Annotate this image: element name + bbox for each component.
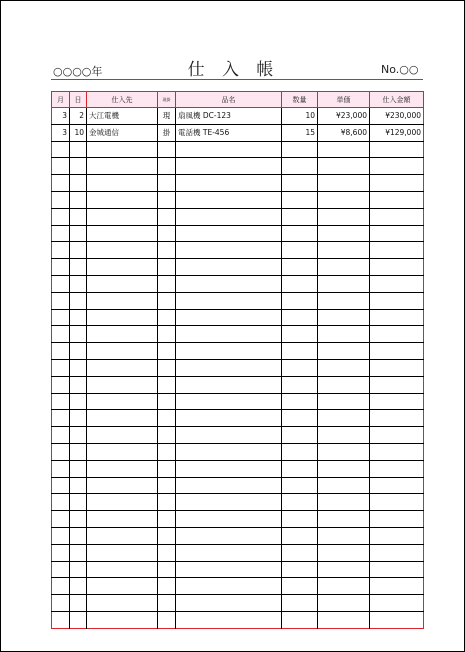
cell-quantity[interactable]: [282, 242, 318, 259]
empty-table-row: [52, 477, 424, 494]
cell-amount[interactable]: [370, 275, 424, 292]
cell-quantity[interactable]: [282, 443, 318, 460]
cell-supplier[interactable]: [87, 275, 158, 292]
cell-month[interactable]: [52, 259, 70, 276]
cell-supplier[interactable]: [87, 443, 158, 460]
cell-type[interactable]: [158, 208, 176, 225]
cell-unit-price[interactable]: ¥8,600: [318, 124, 370, 141]
cell-day[interactable]: [70, 141, 87, 158]
cell-type[interactable]: [158, 494, 176, 511]
cell-unit-price[interactable]: [318, 527, 370, 544]
cell-item[interactable]: [176, 242, 282, 259]
cell-unit-price[interactable]: [318, 443, 370, 460]
cell-type[interactable]: [158, 275, 176, 292]
cell-amount[interactable]: [370, 292, 424, 309]
cell-month[interactable]: [52, 242, 70, 259]
empty-table-row: [52, 141, 424, 158]
cell-supplier[interactable]: [87, 393, 158, 410]
table-header-row: [52, 92, 424, 108]
cell-supplier[interactable]: 金城通信: [87, 124, 158, 141]
cell-type[interactable]: [158, 561, 176, 578]
cell-item[interactable]: [176, 343, 282, 360]
cell-quantity[interactable]: [282, 175, 318, 192]
cell-day[interactable]: [70, 511, 87, 528]
cell-day[interactable]: [70, 544, 87, 561]
cell-item[interactable]: [176, 259, 282, 276]
cell-quantity[interactable]: [282, 225, 318, 242]
cell-supplier[interactable]: [87, 309, 158, 326]
cell-unit-price[interactable]: [318, 191, 370, 208]
cell-item[interactable]: [176, 208, 282, 225]
cell-type[interactable]: [158, 175, 176, 192]
cell-item[interactable]: [176, 595, 282, 612]
empty-table-row: [52, 427, 424, 444]
cell-unit-price[interactable]: [318, 393, 370, 410]
cell-month[interactable]: [52, 326, 70, 343]
cell-type[interactable]: [158, 544, 176, 561]
empty-table-row: [52, 343, 424, 360]
cell-type[interactable]: [158, 527, 176, 544]
cell-unit-price[interactable]: [318, 511, 370, 528]
empty-table-row: [52, 158, 424, 175]
cell-quantity[interactable]: [282, 393, 318, 410]
cell-unit-price[interactable]: [318, 477, 370, 494]
cell-type[interactable]: [158, 225, 176, 242]
page-title: 仕 入 帳: [187, 60, 280, 80]
cell-amount[interactable]: [370, 443, 424, 460]
empty-table-row: [52, 443, 424, 460]
cell-supplier[interactable]: [87, 175, 158, 192]
cell-item[interactable]: [176, 376, 282, 393]
cell-amount[interactable]: [370, 242, 424, 259]
cell-amount[interactable]: [370, 191, 424, 208]
cell-type[interactable]: [158, 191, 176, 208]
empty-table-row: [52, 393, 424, 410]
cell-quantity[interactable]: [282, 544, 318, 561]
cell-amount[interactable]: [370, 208, 424, 225]
cell-amount[interactable]: [370, 175, 424, 192]
cell-amount[interactable]: [370, 309, 424, 326]
cell-month[interactable]: [52, 578, 70, 595]
empty-table-row: [52, 511, 424, 528]
cell-day[interactable]: [70, 494, 87, 511]
cell-day[interactable]: [70, 326, 87, 343]
cell-amount[interactable]: [370, 225, 424, 242]
cell-quantity[interactable]: [282, 494, 318, 511]
cell-month[interactable]: [52, 158, 70, 175]
cell-type[interactable]: [158, 359, 176, 376]
empty-table-row: [52, 259, 424, 276]
cell-day[interactable]: [70, 275, 87, 292]
cell-month[interactable]: [52, 611, 70, 628]
cell-amount[interactable]: [370, 477, 424, 494]
empty-table-row: [52, 561, 424, 578]
cell-unit-price[interactable]: [318, 309, 370, 326]
empty-table-row: [52, 175, 424, 192]
cell-day[interactable]: [70, 443, 87, 460]
cell-quantity[interactable]: [282, 561, 318, 578]
cell-day[interactable]: [70, 427, 87, 444]
cell-amount[interactable]: [370, 427, 424, 444]
cell-unit-price[interactable]: [318, 242, 370, 259]
cell-item[interactable]: [176, 460, 282, 477]
cell-item[interactable]: [176, 326, 282, 343]
cell-supplier[interactable]: [87, 477, 158, 494]
cell-supplier[interactable]: 大江電機: [87, 108, 158, 125]
cell-supplier[interactable]: [87, 326, 158, 343]
purchase-ledger-table: [51, 91, 424, 629]
cell-day[interactable]: [70, 393, 87, 410]
cell-amount[interactable]: [370, 527, 424, 544]
cell-unit-price[interactable]: [318, 259, 370, 276]
cell-item[interactable]: [176, 611, 282, 628]
cell-item[interactable]: [176, 561, 282, 578]
col-header-quantity: 数量: [282, 92, 318, 108]
cell-day[interactable]: [70, 292, 87, 309]
cell-unit-price[interactable]: ¥23,000: [318, 108, 370, 125]
cell-amount[interactable]: [370, 511, 424, 528]
cell-month[interactable]: [52, 275, 70, 292]
cell-amount[interactable]: [370, 595, 424, 612]
cell-day[interactable]: [70, 527, 87, 544]
cell-unit-price[interactable]: [318, 208, 370, 225]
cell-quantity[interactable]: [282, 611, 318, 628]
empty-table-row: [52, 595, 424, 612]
cell-supplier[interactable]: [87, 611, 158, 628]
cell-quantity[interactable]: [282, 158, 318, 175]
cell-type[interactable]: [158, 578, 176, 595]
cell-quantity[interactable]: [282, 191, 318, 208]
cell-month[interactable]: [52, 292, 70, 309]
cell-month[interactable]: [52, 544, 70, 561]
cell-unit-price[interactable]: [318, 611, 370, 628]
cell-supplier[interactable]: [87, 242, 158, 259]
cell-type[interactable]: [158, 309, 176, 326]
cell-quantity[interactable]: 15: [282, 124, 318, 141]
cell-type[interactable]: [158, 292, 176, 309]
cell-item[interactable]: [176, 527, 282, 544]
cell-item[interactable]: [176, 309, 282, 326]
cell-supplier[interactable]: [87, 511, 158, 528]
cell-type[interactable]: [158, 611, 176, 628]
cell-quantity[interactable]: [282, 477, 318, 494]
empty-table-row: [52, 292, 424, 309]
empty-table-row: [52, 225, 424, 242]
cell-amount[interactable]: [370, 141, 424, 158]
cell-item[interactable]: [176, 158, 282, 175]
cell-amount[interactable]: [370, 359, 424, 376]
col-header-item: 品名: [176, 92, 282, 108]
cell-month[interactable]: 3: [52, 108, 70, 125]
cell-month[interactable]: [52, 393, 70, 410]
cell-type[interactable]: [158, 477, 176, 494]
empty-table-row: [52, 309, 424, 326]
cell-month[interactable]: [52, 427, 70, 444]
cell-amount[interactable]: [370, 544, 424, 561]
empty-table-row: [52, 242, 424, 259]
cell-supplier[interactable]: [87, 343, 158, 360]
cell-type[interactable]: [158, 511, 176, 528]
cell-supplier[interactable]: [87, 359, 158, 376]
cell-quantity[interactable]: [282, 141, 318, 158]
cell-unit-price[interactable]: [318, 158, 370, 175]
cell-quantity[interactable]: [282, 376, 318, 393]
empty-table-row: [52, 359, 424, 376]
cell-item[interactable]: [176, 275, 282, 292]
cell-unit-price[interactable]: [318, 275, 370, 292]
cell-type[interactable]: [158, 376, 176, 393]
empty-table-row: [52, 275, 424, 292]
cell-day[interactable]: [70, 460, 87, 477]
cell-day[interactable]: 2: [70, 108, 87, 125]
cell-quantity[interactable]: [282, 326, 318, 343]
cell-item[interactable]: [176, 427, 282, 444]
cell-amount[interactable]: [370, 494, 424, 511]
title-underline: [51, 79, 423, 80]
col-header-month: 月: [52, 92, 70, 108]
cell-supplier[interactable]: [87, 494, 158, 511]
empty-table-row: [52, 494, 424, 511]
empty-table-row: [52, 611, 424, 628]
cell-unit-price[interactable]: [318, 578, 370, 595]
cell-type[interactable]: [158, 259, 176, 276]
cell-day[interactable]: [70, 158, 87, 175]
cell-day[interactable]: [70, 595, 87, 612]
cell-item[interactable]: [176, 511, 282, 528]
cell-month[interactable]: [52, 443, 70, 460]
cell-month[interactable]: [52, 225, 70, 242]
cell-item[interactable]: [176, 191, 282, 208]
cell-type[interactable]: [158, 242, 176, 259]
cell-day[interactable]: [70, 242, 87, 259]
cell-supplier[interactable]: [87, 561, 158, 578]
cell-amount[interactable]: [370, 343, 424, 360]
col-header-day: 日: [70, 92, 87, 108]
cell-day[interactable]: [70, 410, 87, 427]
cell-month[interactable]: [52, 141, 70, 158]
cell-month[interactable]: 3: [52, 124, 70, 141]
cell-month[interactable]: [52, 477, 70, 494]
cell-item[interactable]: [176, 544, 282, 561]
empty-table-row: [52, 410, 424, 427]
empty-table-row: [52, 326, 424, 343]
cell-item[interactable]: 扇風機 DC-123: [176, 108, 282, 125]
cell-unit-price[interactable]: [318, 175, 370, 192]
cell-item[interactable]: [176, 225, 282, 242]
cell-quantity[interactable]: [282, 343, 318, 360]
col-header-amount: 仕入金額: [370, 92, 424, 108]
cell-amount[interactable]: [370, 561, 424, 578]
empty-table-row: [52, 544, 424, 561]
cell-type[interactable]: [158, 158, 176, 175]
cell-day[interactable]: [70, 376, 87, 393]
cell-unit-price[interactable]: [318, 460, 370, 477]
cell-amount[interactable]: [370, 158, 424, 175]
document-number: No.○○: [381, 63, 419, 76]
cell-unit-price[interactable]: [318, 561, 370, 578]
empty-table-row: [52, 578, 424, 595]
cell-item[interactable]: [176, 393, 282, 410]
cell-type[interactable]: [158, 443, 176, 460]
cell-day[interactable]: [70, 208, 87, 225]
cell-item[interactable]: [176, 410, 282, 427]
cell-item[interactable]: [176, 443, 282, 460]
cell-day[interactable]: [70, 578, 87, 595]
cell-amount[interactable]: [370, 578, 424, 595]
cell-unit-price[interactable]: [318, 427, 370, 444]
cell-month[interactable]: [52, 359, 70, 376]
cell-quantity[interactable]: [282, 595, 318, 612]
cell-day[interactable]: [70, 359, 87, 376]
cell-quantity[interactable]: 10: [282, 108, 318, 125]
cell-unit-price[interactable]: [318, 141, 370, 158]
cell-amount[interactable]: [370, 393, 424, 410]
cell-amount[interactable]: [370, 376, 424, 393]
cell-month[interactable]: [52, 175, 70, 192]
cell-month[interactable]: [52, 494, 70, 511]
cell-supplier[interactable]: [87, 158, 158, 175]
cell-quantity[interactable]: [282, 309, 318, 326]
cell-unit-price[interactable]: [318, 544, 370, 561]
cell-supplier[interactable]: [87, 259, 158, 276]
cell-supplier[interactable]: [87, 292, 158, 309]
cell-supplier[interactable]: [87, 410, 158, 427]
cell-day[interactable]: 10: [70, 124, 87, 141]
cell-month[interactable]: [52, 460, 70, 477]
cell-supplier[interactable]: [87, 427, 158, 444]
cell-month[interactable]: [52, 511, 70, 528]
empty-table-row: [52, 208, 424, 225]
cell-item[interactable]: [176, 141, 282, 158]
cell-type[interactable]: [158, 460, 176, 477]
cell-supplier[interactable]: [87, 595, 158, 612]
cell-type[interactable]: 掛: [158, 124, 176, 141]
cell-amount[interactable]: [370, 410, 424, 427]
table-row: [52, 108, 424, 125]
cell-amount[interactable]: [370, 326, 424, 343]
cell-month[interactable]: [52, 376, 70, 393]
cell-unit-price[interactable]: [318, 410, 370, 427]
cell-month[interactable]: [52, 561, 70, 578]
cell-quantity[interactable]: [282, 410, 318, 427]
col-header-unit-price: 単価: [318, 92, 370, 108]
cell-month[interactable]: [52, 343, 70, 360]
cell-supplier[interactable]: [87, 544, 158, 561]
cell-amount[interactable]: [370, 611, 424, 628]
table-row: [52, 124, 424, 141]
cell-amount[interactable]: [370, 259, 424, 276]
cell-supplier[interactable]: [87, 460, 158, 477]
cell-item[interactable]: [176, 359, 282, 376]
cell-day[interactable]: [70, 175, 87, 192]
cell-quantity[interactable]: [282, 460, 318, 477]
col-header-type: 現掛: [158, 92, 176, 108]
year-label: ○○○○年: [53, 65, 103, 78]
cell-unit-price[interactable]: [318, 494, 370, 511]
cell-type[interactable]: [158, 393, 176, 410]
cell-type[interactable]: [158, 141, 176, 158]
cell-type[interactable]: [158, 427, 176, 444]
cell-type[interactable]: [158, 410, 176, 427]
cell-supplier[interactable]: [87, 225, 158, 242]
cell-quantity[interactable]: [282, 259, 318, 276]
cell-quantity[interactable]: [282, 578, 318, 595]
cell-unit-price[interactable]: [318, 292, 370, 309]
cell-type[interactable]: 現: [158, 108, 176, 125]
cell-unit-price[interactable]: [318, 595, 370, 612]
cell-quantity[interactable]: [282, 527, 318, 544]
cell-unit-price[interactable]: [318, 326, 370, 343]
cell-quantity[interactable]: [282, 511, 318, 528]
cell-month[interactable]: [52, 410, 70, 427]
cell-day[interactable]: [70, 191, 87, 208]
cell-item[interactable]: [176, 477, 282, 494]
cell-item[interactable]: [176, 292, 282, 309]
cell-type[interactable]: [158, 343, 176, 360]
cell-quantity[interactable]: [282, 208, 318, 225]
empty-table-row: [52, 527, 424, 544]
cell-supplier[interactable]: [87, 191, 158, 208]
cell-supplier[interactable]: [87, 527, 158, 544]
cell-item[interactable]: [176, 494, 282, 511]
cell-amount[interactable]: ¥230,000: [370, 108, 424, 125]
cell-day[interactable]: [70, 561, 87, 578]
cell-quantity[interactable]: [282, 275, 318, 292]
cell-month[interactable]: [52, 191, 70, 208]
cell-amount[interactable]: ¥129,000: [370, 124, 424, 141]
cell-month[interactable]: [52, 208, 70, 225]
cell-month[interactable]: [52, 595, 70, 612]
cell-day[interactable]: [70, 343, 87, 360]
cell-unit-price[interactable]: [318, 359, 370, 376]
cell-item[interactable]: [176, 175, 282, 192]
cell-month[interactable]: [52, 527, 70, 544]
cell-supplier[interactable]: [87, 578, 158, 595]
empty-table-row: [52, 191, 424, 208]
cell-supplier[interactable]: [87, 376, 158, 393]
cell-supplier[interactable]: [87, 208, 158, 225]
cell-day[interactable]: [70, 309, 87, 326]
cell-quantity[interactable]: [282, 359, 318, 376]
cell-item[interactable]: [176, 578, 282, 595]
cell-type[interactable]: [158, 326, 176, 343]
cell-day[interactable]: [70, 259, 87, 276]
cell-quantity[interactable]: [282, 427, 318, 444]
empty-table-row: [52, 460, 424, 477]
col-header-supplier: 仕入先: [87, 92, 158, 108]
cell-unit-price[interactable]: [318, 343, 370, 360]
cell-day[interactable]: [70, 477, 87, 494]
cell-type[interactable]: [158, 595, 176, 612]
cell-supplier[interactable]: [87, 141, 158, 158]
cell-item[interactable]: 電話機 TE-456: [176, 124, 282, 141]
cell-unit-price[interactable]: [318, 225, 370, 242]
cell-quantity[interactable]: [282, 292, 318, 309]
empty-table-row: [52, 376, 424, 393]
cell-day[interactable]: [70, 611, 87, 628]
cell-unit-price[interactable]: [318, 376, 370, 393]
cell-day[interactable]: [70, 225, 87, 242]
cell-month[interactable]: [52, 309, 70, 326]
cell-amount[interactable]: [370, 460, 424, 477]
